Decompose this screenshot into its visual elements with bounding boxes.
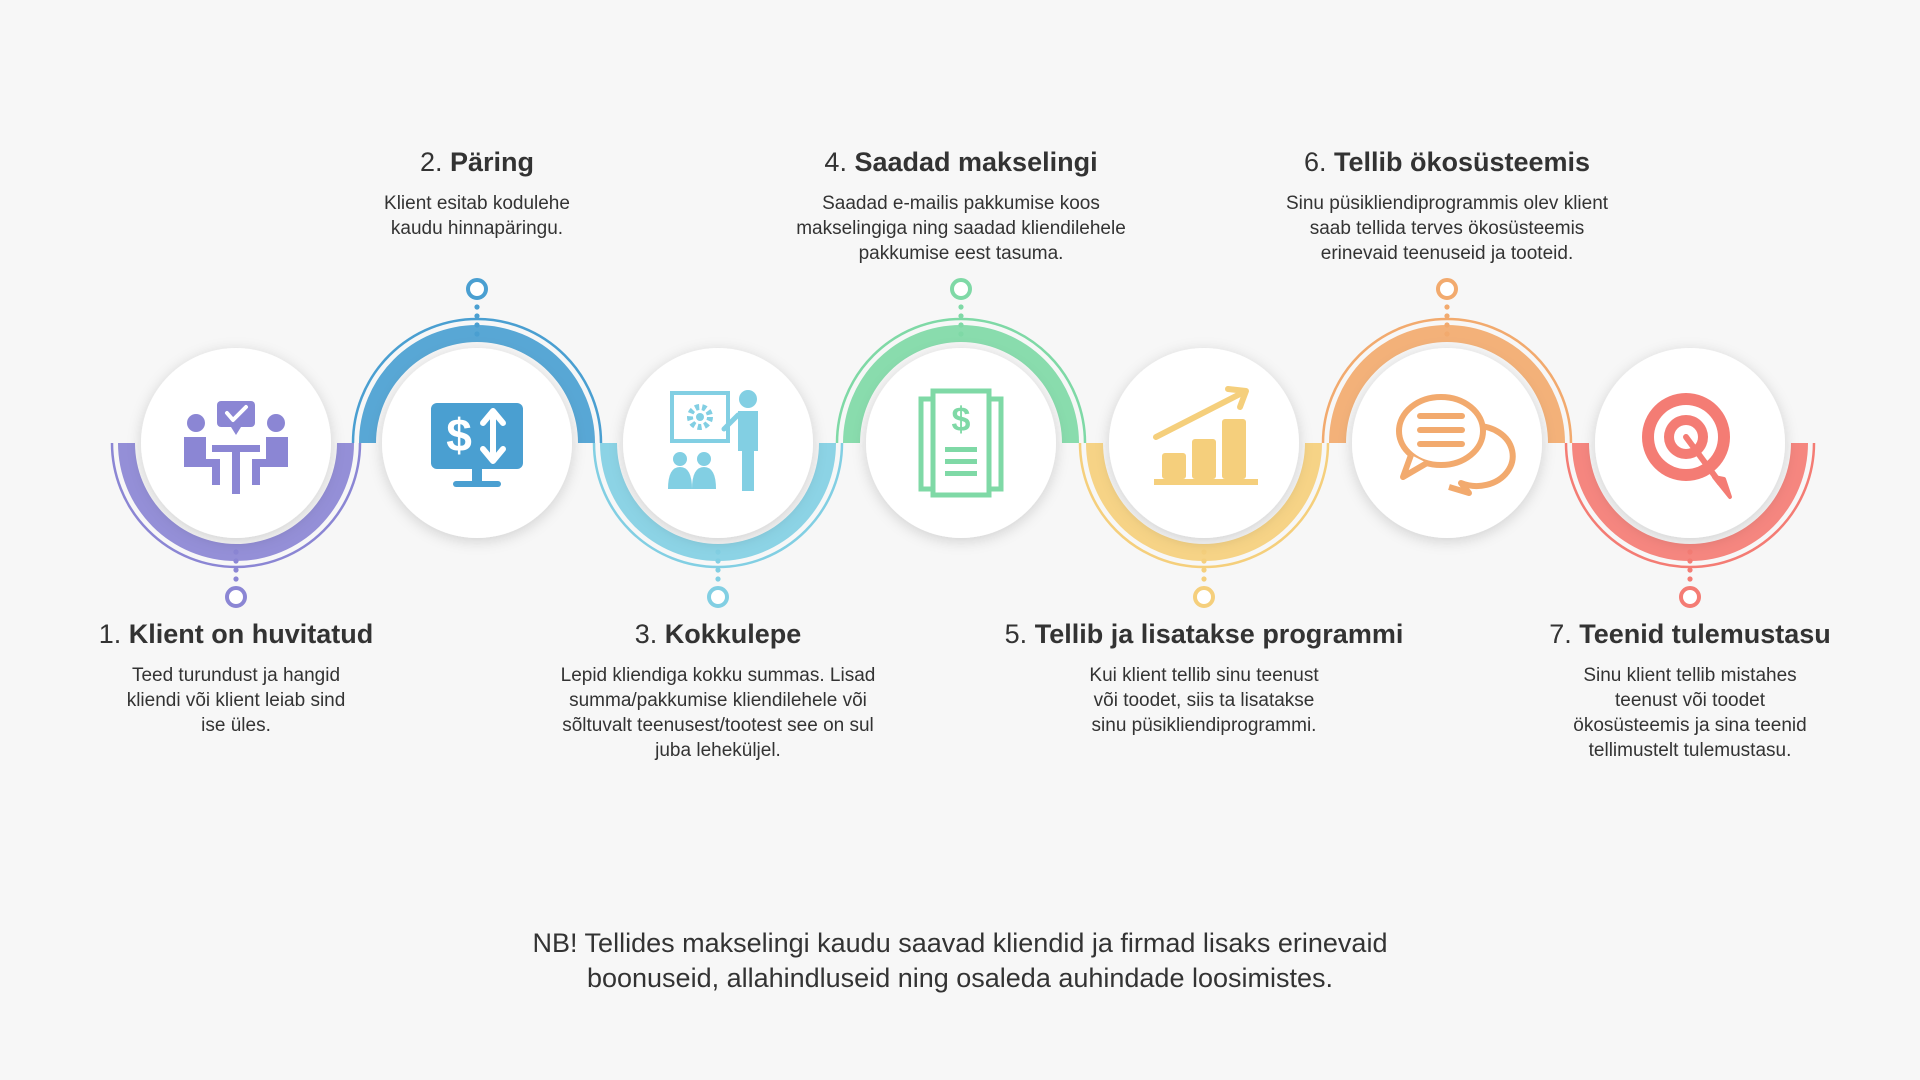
step-description: Saadad e-mailis pakkumise koos makselingiga ning saadad kliendilehele pakkumise eest tasuma. bbox=[796, 193, 1126, 264]
step-title bbox=[26, 617, 446, 651]
step-circle-1 bbox=[141, 348, 331, 538]
step-7 bbox=[1480, 617, 1900, 763]
step-number: 2. bbox=[419, 147, 443, 177]
step-title bbox=[508, 617, 928, 651]
step-1 bbox=[26, 617, 446, 738]
step-4 bbox=[751, 145, 1171, 266]
step-number: 3. bbox=[634, 619, 658, 649]
step-name: Klient on huvitatud bbox=[128, 619, 374, 649]
step-name: Teenid tulemustasu bbox=[1579, 619, 1831, 649]
step-description: Lepid kliendiga kokku summas. Lisad summa/pakkumise kliendilehele või sõltuvalt teenusest/tootest see on sul juba leheküljel. bbox=[560, 665, 876, 761]
step-description: Klient esitab kodulehe kaudu hinnapäringu. bbox=[384, 193, 570, 239]
step-3 bbox=[508, 617, 928, 763]
svg-text:$: $ bbox=[446, 409, 472, 461]
step-name: Kokkulepe bbox=[664, 619, 802, 649]
step-title bbox=[1237, 145, 1657, 179]
step-2 bbox=[267, 145, 687, 241]
step-number: 4. bbox=[824, 147, 847, 177]
step-number: 5. bbox=[1004, 619, 1028, 649]
svg-text:$: $ bbox=[951, 401, 971, 439]
step-name: Tellib ökosüsteemis bbox=[1333, 147, 1591, 177]
step-description: Kui klient tellib sinu teenust või toodet, siis ta lisatakse sinu püsikliendiprogrammi. bbox=[1089, 665, 1319, 736]
step-description: Teed turundust ja hangid kliendi või klient leiab sind ise üles. bbox=[126, 665, 346, 736]
step-number: 7. bbox=[1549, 619, 1572, 649]
step-number: 1. bbox=[98, 619, 122, 649]
step-name: Saadad makselingi bbox=[854, 147, 1098, 177]
step-description: Sinu klient tellib mistahes teenust või toodet ökosüsteemis ja sina teenid tellimustelt tulemustasu. bbox=[1573, 665, 1807, 761]
step-description: Sinu püsikliendiprogrammis olev klient saab tellida terves ökosüsteemis erinevaid teenuseid ja tooteid. bbox=[1285, 193, 1609, 264]
step-number: 6. bbox=[1303, 147, 1327, 177]
footnote: NB! Tellides makselingi kaudu saavad kliendid ja firmad lisaks erinevaid boonuseid, allahindluseid ning osaleda auhindade loosimistes. bbox=[532, 928, 1388, 993]
step-title bbox=[994, 617, 1414, 651]
step-5 bbox=[994, 617, 1414, 738]
step-title bbox=[267, 145, 687, 179]
invoice-icon bbox=[921, 391, 1001, 495]
step-name: Tellib ja lisatakse programmi bbox=[1034, 619, 1404, 649]
step-title bbox=[751, 145, 1171, 179]
step-title bbox=[1480, 617, 1900, 651]
step-name: Päring bbox=[450, 147, 535, 177]
step-6 bbox=[1237, 145, 1657, 266]
